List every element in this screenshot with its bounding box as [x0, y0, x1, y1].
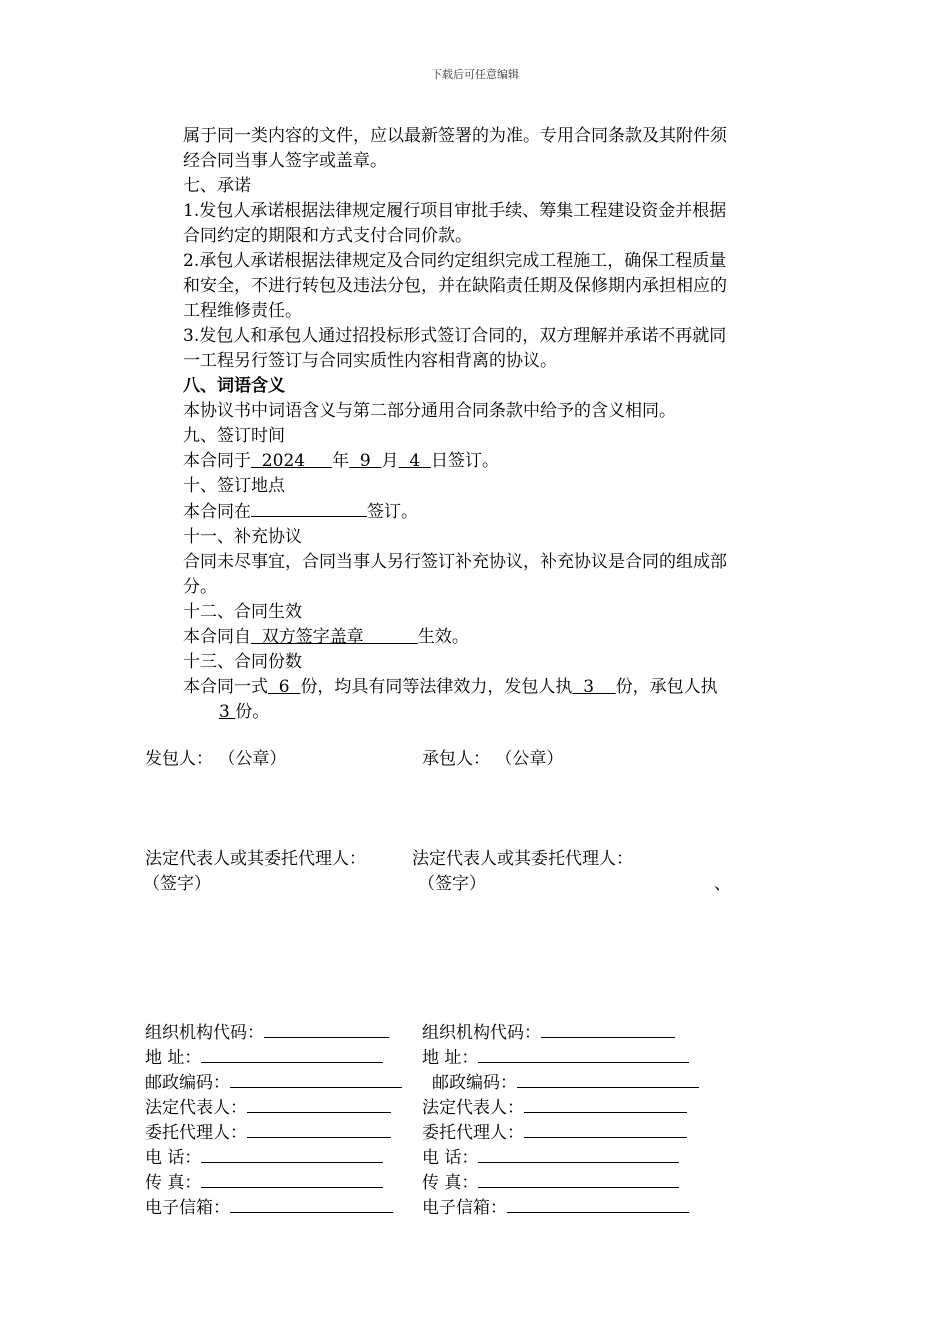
contractor-legal-rep-field[interactable] — [524, 1096, 687, 1113]
section-heading-13: 十三、合同份数 — [183, 652, 302, 672]
year-unit: 年 — [332, 451, 350, 471]
contractor-seal-label: 承包人： （公章） — [422, 749, 564, 769]
fax-label: 传 真： — [422, 1173, 479, 1193]
effective-line — [183, 625, 808, 650]
paragraph: 一工程另行签订与合同实质性内容相背离的协议。 — [183, 351, 557, 371]
paragraph: 工程维修责任。 — [183, 301, 302, 321]
section-heading-10: 十、签订地点 — [183, 476, 285, 496]
contractor-postcode-field[interactable] — [517, 1071, 699, 1088]
address-label: 地 址： — [422, 1048, 479, 1068]
employer-address-row — [145, 1046, 383, 1071]
fax-label: 传 真： — [145, 1173, 202, 1193]
postcode-label: 邮政编码： — [145, 1073, 230, 1093]
contractor-sign-label: （签字） — [418, 874, 486, 894]
contractor-address-field[interactable] — [478, 1046, 689, 1063]
contractor-rep-label: 法定代表人或其委托代理人： — [412, 849, 633, 869]
email-label: 电子信箱： — [422, 1198, 507, 1218]
section-heading-11: 十一、补充协议 — [183, 527, 302, 547]
postcode-label: 邮政编码： — [432, 1073, 517, 1093]
paragraph: 合同未尽事宜，合同当事人另行签订补充协议，补充协议是合同的组成部 — [183, 552, 727, 572]
employer-legal-rep-row — [145, 1096, 391, 1121]
employer-fax-field[interactable] — [201, 1171, 383, 1188]
signing-day-field[interactable]: 4 — [398, 451, 431, 471]
copies-prefix: 本合同一式 — [183, 677, 268, 697]
phone-label: 电 话： — [422, 1148, 479, 1168]
contractor-address-row — [422, 1046, 689, 1071]
employer-email-field[interactable] — [230, 1196, 393, 1213]
paragraph: 和安全，不进行转包及违法分包，并在缺陷责任期及保修期内承担相应的 — [183, 276, 727, 296]
section-heading-7: 七、承诺 — [183, 176, 251, 196]
signing-place-line — [183, 499, 808, 525]
employer-legal-rep-field[interactable] — [247, 1096, 391, 1113]
contractor-agent-row — [422, 1121, 687, 1146]
paragraph: 1.发包人承诺根据法律规定履行项目审批手续、筹集工程建设资金并根据 — [183, 201, 727, 221]
org-code-label: 组织机构代码： — [145, 1023, 264, 1043]
employer-org-code-field[interactable] — [264, 1021, 389, 1038]
section-heading-9: 九、签订时间 — [183, 426, 285, 446]
org-code-label: 组织机构代码： — [422, 1023, 541, 1043]
employer-agent-row — [145, 1121, 391, 1146]
address-label: 地 址： — [145, 1048, 202, 1068]
paragraph: 分。 — [183, 577, 217, 597]
contractor-email-row — [422, 1196, 689, 1221]
employer-rep-label: 法定代表人或其委托代理人： — [145, 849, 366, 869]
section-heading-8: 八、词语含义 — [183, 376, 285, 396]
agent-label: 委托代理人： — [422, 1123, 524, 1143]
section-heading-12: 十二、合同生效 — [183, 602, 302, 622]
contractor-email-field[interactable] — [507, 1196, 689, 1213]
employer-phone-field[interactable] — [201, 1146, 383, 1163]
paragraph: 属于同一类内容的文件，应以最新签署的为准。专用合同条款及其附件须 — [183, 126, 727, 146]
signing-place-prefix: 本合同在 — [183, 502, 251, 522]
stray-mark: 、 — [714, 874, 731, 894]
contractor-phone-row — [422, 1146, 679, 1171]
employer-phone-row — [145, 1146, 383, 1171]
copies-total-field[interactable]: 6 — [268, 677, 301, 697]
copies-contractor-field[interactable]: 3 — [219, 702, 236, 722]
paragraph: 本协议书中词语含义与第二部分通用合同条款中给予的含义相同。 — [183, 401, 676, 421]
employer-sign-label: （签字） — [143, 874, 211, 894]
signing-place-suffix: 签订。 — [367, 502, 418, 522]
copies-suffix: 份。 — [235, 702, 270, 722]
legal-rep-label: 法定代表人： — [145, 1098, 247, 1118]
signing-place-field[interactable] — [251, 499, 367, 517]
employer-postcode-row — [145, 1071, 402, 1096]
email-label: 电子信箱： — [145, 1198, 230, 1218]
contractor-org-code-field[interactable] — [541, 1021, 675, 1038]
signing-month-field[interactable]: 9 — [349, 451, 382, 471]
contractor-fax-row — [422, 1171, 679, 1196]
effective-suffix: 生效。 — [417, 627, 469, 647]
contractor-fax-field[interactable] — [478, 1171, 679, 1188]
copies-mid: 份，均具有同等法律效力，发包人执 — [300, 677, 573, 697]
day-unit: 日签订。 — [430, 451, 499, 471]
paragraph: 3.发包人和承包人通过招投标形式签订合同的，双方理解并承诺不再就同 — [183, 326, 727, 346]
signing-date-line — [183, 449, 808, 474]
contractor-postcode-row — [432, 1071, 699, 1096]
legal-rep-label: 法定代表人： — [422, 1098, 524, 1118]
paragraph: 合同约定的期限和方式支付合同价款。 — [183, 226, 472, 246]
signing-year-field[interactable]: 2024 — [251, 451, 333, 471]
contractor-org-code-row — [422, 1021, 675, 1046]
employer-address-field[interactable] — [201, 1046, 383, 1063]
copies-mid2: 份，承包人执 — [615, 677, 718, 697]
month-unit: 月 — [381, 451, 399, 471]
paragraph: 经合同当事人签字或盖章。 — [183, 151, 387, 171]
contractor-agent-field[interactable] — [524, 1121, 687, 1138]
employer-org-code-row — [145, 1021, 389, 1046]
effective-prefix: 本合同自 — [183, 627, 251, 647]
copies-employer-field[interactable]: 3 — [572, 677, 616, 697]
copies-line-continued — [183, 700, 808, 725]
employer-email-row — [145, 1196, 393, 1221]
agent-label: 委托代理人： — [145, 1123, 247, 1143]
employer-seal-label: 发包人： （公章） — [145, 749, 287, 769]
copies-line — [183, 675, 808, 700]
page-header: 下载后可任意编辑 — [431, 68, 519, 81]
contractor-legal-rep-row — [422, 1096, 687, 1121]
contract-body — [183, 124, 808, 725]
employer-fax-row — [145, 1171, 383, 1196]
employer-agent-field[interactable] — [247, 1121, 391, 1138]
paragraph: 2.承包人承诺根据法律规定及合同约定组织完成工程施工，确保工程质量 — [183, 251, 727, 271]
effective-condition-field[interactable]: 双方签字盖章 — [251, 627, 418, 647]
signing-date-prefix: 本合同于 — [183, 451, 251, 471]
contractor-phone-field[interactable] — [478, 1146, 679, 1163]
phone-label: 电 话： — [145, 1148, 202, 1168]
employer-postcode-field[interactable] — [230, 1071, 402, 1088]
